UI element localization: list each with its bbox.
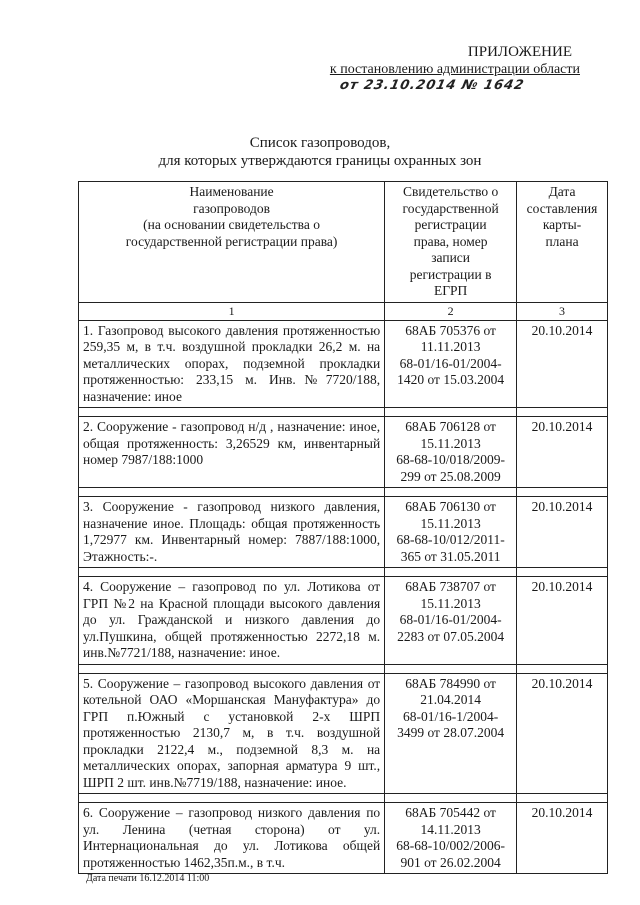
certificate-cell: 68АБ 705376 от 11.11.2013 68-01/16-01/2004- 1420 от 15.03.2004: [385, 320, 517, 408]
date-cell: 20.10.2014: [517, 577, 608, 665]
pipeline-name: 1. Газопровод высокого давления протяженностью 259,35 м, в т.ч. воздушной прокладки 26,2 м. на металлических опорах, подземной прокладки протяженностью: 233,15 м. Инв.№7720/188, назначение: иное: [79, 320, 385, 408]
column-number: 3: [517, 302, 608, 320]
document-title: [110, 134, 530, 170]
print-date-footer: Дата печати 16.12.2014 11:00: [86, 873, 210, 884]
date-cell: 20.10.2014: [517, 320, 608, 408]
column-number: 1: [79, 302, 385, 320]
row-spacer: [79, 568, 608, 577]
table-row: [79, 803, 608, 874]
appendix-subtitle: к постановлению администрации области: [329, 62, 580, 77]
column-number: 2: [385, 302, 517, 320]
header-name: Наименование газопроводов (на основании свидетельства о государственной регистрации права): [79, 182, 385, 303]
table-header-row: [79, 182, 608, 303]
pipeline-name: 4. Сооружение – газопровод по ул. Лотикова от ГРП №2 на Красной площади высокого давления до ул. Гражданской и низкого давления до ул.Пушкина, общей протяженностью 2272,18 м. инв.№7721/188, назначение: иное.: [79, 577, 385, 665]
appendix-title: ПРИЛОЖЕНИЕ: [467, 44, 572, 60]
certificate-cell: 68АБ 738707 от 15.11.2013 68-01/16-01/2004- 2283 от 07.05.2004: [385, 577, 517, 665]
certificate-cell: 68АБ 706128 от 15.11.2013 68-68-10/018/2009- 299 от 25.08.2009: [385, 417, 517, 488]
header-certificate: Свидетельство о государственной регистрации права, номер записи регистрации в ЕГРП: [385, 182, 517, 303]
row-spacer: [79, 664, 608, 673]
pipeline-name: 3. Сооружение - газопровод низкого давления, назначение иное. Площадь: общая протяженность 1,72977 км. Инвентарный номер: 7887/188:1000, Этажность:-.: [79, 497, 385, 568]
handwritten-reference: от 23.10.2014 № 1642: [338, 78, 526, 93]
row-spacer: [79, 408, 608, 417]
date-cell: 20.10.2014: [517, 803, 608, 874]
row-spacer: [79, 794, 608, 803]
date-cell: 20.10.2014: [517, 673, 608, 794]
table-row: [79, 577, 608, 665]
title-line-2: для которых утверждаются границы охранных зон: [158, 153, 482, 169]
certificate-cell: 68АБ 784990 от 21.04.2014 68-01/16-1/2004- 3499 от 28.07.2004: [385, 673, 517, 794]
table-row: [79, 320, 608, 408]
gas-pipelines-table: [78, 181, 608, 874]
certificate-cell: 68АБ 705442 от 14.11.2013 68-68-10/002/2006- 901 от 26.02.2004: [385, 803, 517, 874]
pipeline-name: 5. Сооружение – газопровод высокого давления от котельной ОАО «Моршанская Мануфактура» до ГРП п.Южный с установкой 2-х ШРП протяженностью 2130,7 м, в т.ч. воздушной прокладки 2122,4 м., подземной 8,3 м. на металлических опорах, запорная арматура 9 шт., ШРП 2 шт. инв.№7719/188, назначение: иное.: [79, 673, 385, 794]
date-cell: 20.10.2014: [517, 417, 608, 488]
table-row: [79, 497, 608, 568]
pipeline-name: 2. Сооружение - газопровод н/д , назначение: иное, общая протяженность: 3,26529 км, инвентарный номер 7987/188:1000: [79, 417, 385, 488]
certificate-cell: 68АБ 706130 от 15.11.2013 68-68-10/012/2011- 365 от 31.05.2011: [385, 497, 517, 568]
table-row: [79, 673, 608, 794]
title-line-1: Список газопроводов,: [249, 135, 391, 151]
column-number-row: [79, 302, 608, 320]
date-cell: 20.10.2014: [517, 497, 608, 568]
header-date: Дата составления карты- плана: [517, 182, 608, 303]
row-spacer: [79, 488, 608, 497]
pipeline-name: 6. Сооружение – газопровод низкого давления по ул. Ленина (четная сторона) от ул. Интернациональная до ул. Лотикова общей протяженностью 1462,35п.м., в т.ч.: [79, 803, 385, 874]
appendix-block: [280, 44, 580, 78]
table-row: [79, 417, 608, 488]
